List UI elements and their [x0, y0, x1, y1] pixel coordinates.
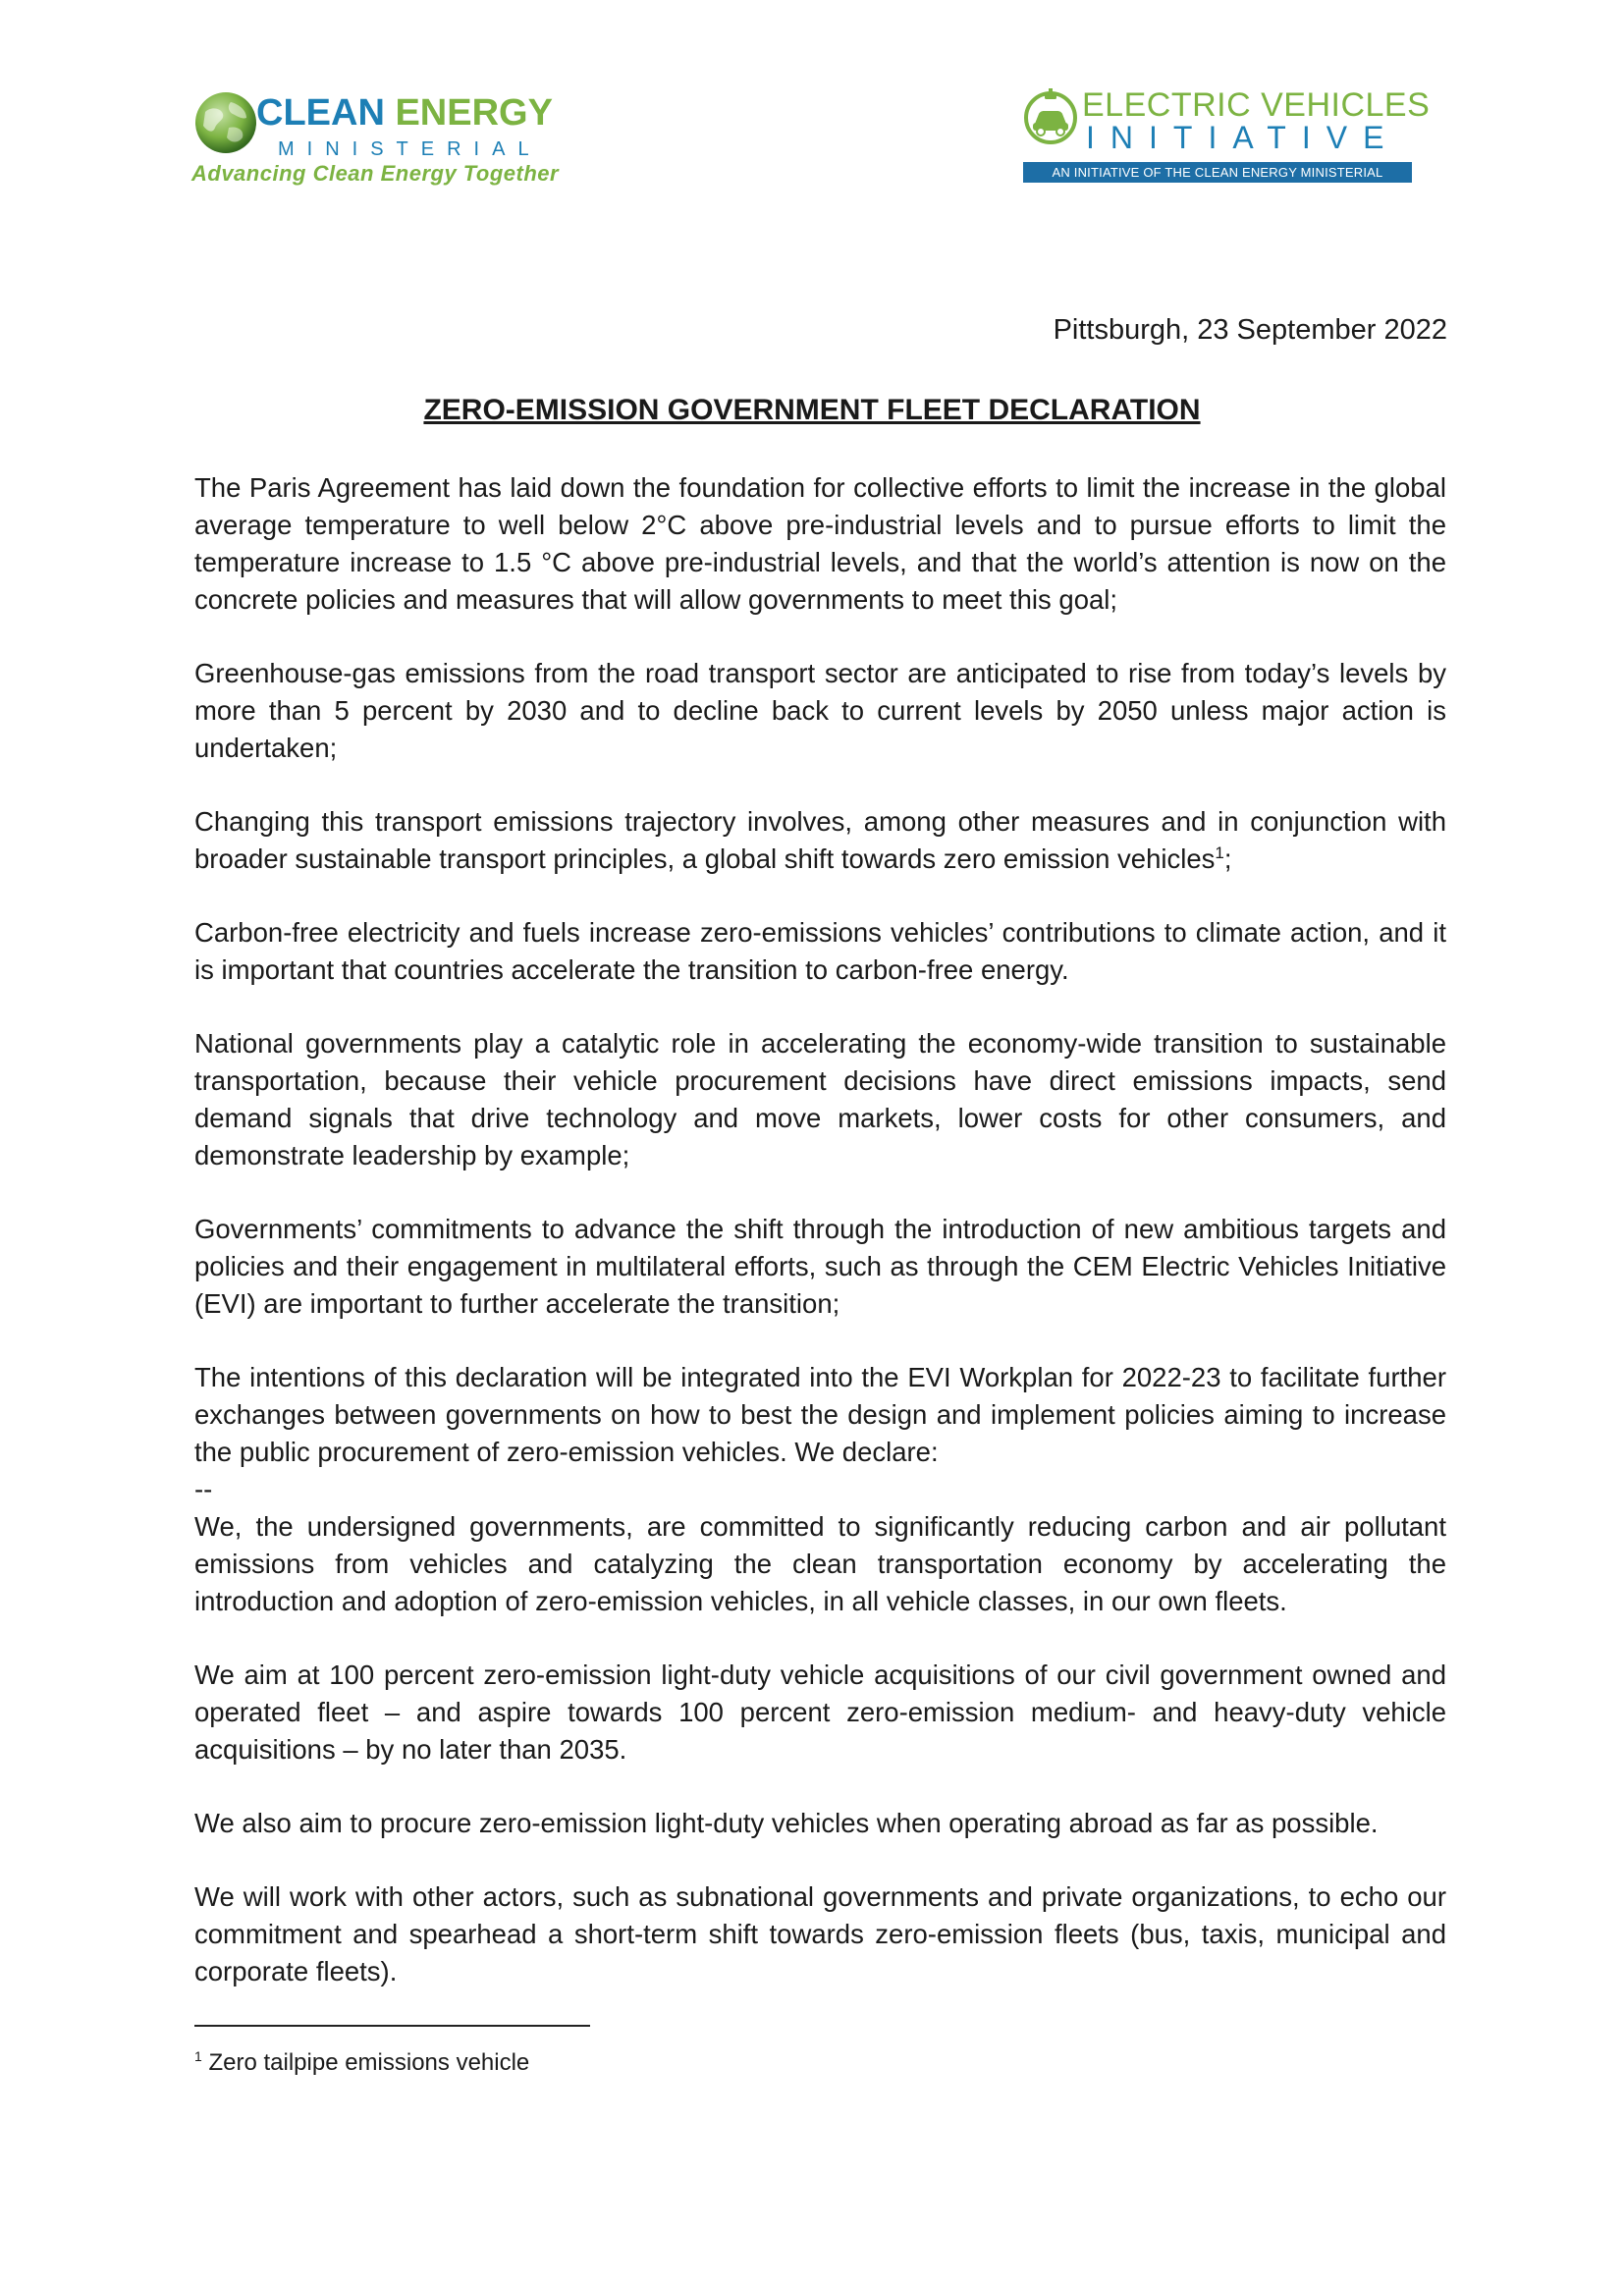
cem-logo-title	[256, 92, 553, 135]
paragraph: We also aim to procure zero-emission light-duty vehicles when operating abroad as far as possible.	[194, 1808, 1379, 1838]
paragraph: We, the undersigned governments, are committed to significantly reducing carbon and air pollutant emissions from vehicles and catalyzing the clean transportation economy by accelerating the introduction and adoption of zero-emission vehicles, in all vehicle classes, in our own fleets.	[194, 1511, 1446, 1616]
paragraph: The intentions of this declaration will be integrated into the EVI Workplan for 2022-23 to facilitate further exchanges between governments on how to best the design and implement policies aiming to increase the public procurement of zero-emission vehicles. We declare:	[194, 1362, 1446, 1467]
footnote	[194, 2049, 529, 2077]
paragraph: Carbon-free electricity and fuels increase zero-emissions vehicles’ contributions to climate action, and it is important that countries accelerate the transition to carbon-free energy.	[194, 917, 1446, 985]
footnote-divider	[194, 2025, 590, 2027]
footnote-number: 1	[194, 2048, 202, 2064]
place-date: Pittsburgh, 23 September 2022	[1053, 314, 1447, 346]
cem-logo	[191, 84, 584, 192]
page-title: ZERO-EMISSION GOVERNMENT FLEET DECLARATION	[423, 394, 1201, 426]
cem-logo-subtitle: MINISTERIAL	[278, 138, 542, 160]
cem-logo-tagline: Advancing Clean Energy Together	[191, 161, 560, 186]
footnote-reference[interactable]: 1	[1215, 843, 1224, 862]
section-separator: --	[194, 1474, 213, 1504]
paragraph-with-footnote	[194, 803, 1446, 878]
paragraph: We will work with other actors, such as subnational governments and private organizations, to echo our commitment and spearhead a short-term shift towards zero-emission fleets (bus, taxis, municipal and corporate fleets).	[194, 1881, 1446, 1986]
cem-logo-word-clean: CLEAN	[256, 92, 385, 134]
paragraph: Greenhouse-gas emissions from the road transport sector are anticipated to rise from today’s levels by more than 5 percent by 2030 and to decline back to current levels by 2050 unless major action is undertaken;	[194, 658, 1446, 763]
paragraph: National governments play a catalytic role in accelerating the economy-wide transition to sustainable transportation, because their vehicle procurement decisions have direct emissions impacts, send demand signals that drive technology and move markets, lower costs for other consumers, and demonstrate leadership by example;	[194, 1028, 1446, 1170]
paragraph-trail: ;	[1223, 843, 1232, 874]
paragraph-text: Changing this transport emissions trajectory involves, among other measures and in conjunction with broader sustainable transport principles, a global shift towards zero emission vehicles	[194, 806, 1446, 874]
declaration-body	[194, 469, 1446, 2027]
electric-car-plug-icon	[1021, 86, 1080, 145]
evi-logo-line2: INITIATIVE	[1086, 120, 1400, 155]
globe-icon	[191, 88, 260, 157]
evi-logo-line1: ELECTRIC VEHICLES	[1082, 86, 1431, 124]
paragraph: Governments’ commitments to advance the shift through the introduction of new ambitious targets and policies and their engagement in multilateral efforts, such as through the CEM Electric Vehicles Initiative (EVI) are important to further accelerate the transition;	[194, 1214, 1446, 1319]
evi-logo-band: AN INITIATIVE OF THE CLEAN ENERGY MINISTERIAL	[1023, 162, 1412, 183]
evi-logo	[1021, 84, 1431, 192]
paragraph: The Paris Agreement has laid down the foundation for collective efforts to limit the increase in the global average temperature to well below 2°C above pre-industrial levels and to pursue efforts to limit the temperature increase to 1.5 °C above pre-industrial levels, and that the world’s attention is now on the concrete policies and measures that will allow governments to meet this goal;	[194, 472, 1446, 615]
cem-logo-word-energy: ENERGY	[395, 92, 553, 134]
footnote-text: Zero tailpipe emissions vehicle	[201, 2049, 530, 2076]
paragraph: We aim at 100 percent zero-emission light-duty vehicle acquisitions of our civil government owned and operated fleet – and aspire towards 100 percent zero-emission medium- and heavy-duty vehicle acquisitions – by no later than 2035.	[194, 1659, 1446, 1765]
